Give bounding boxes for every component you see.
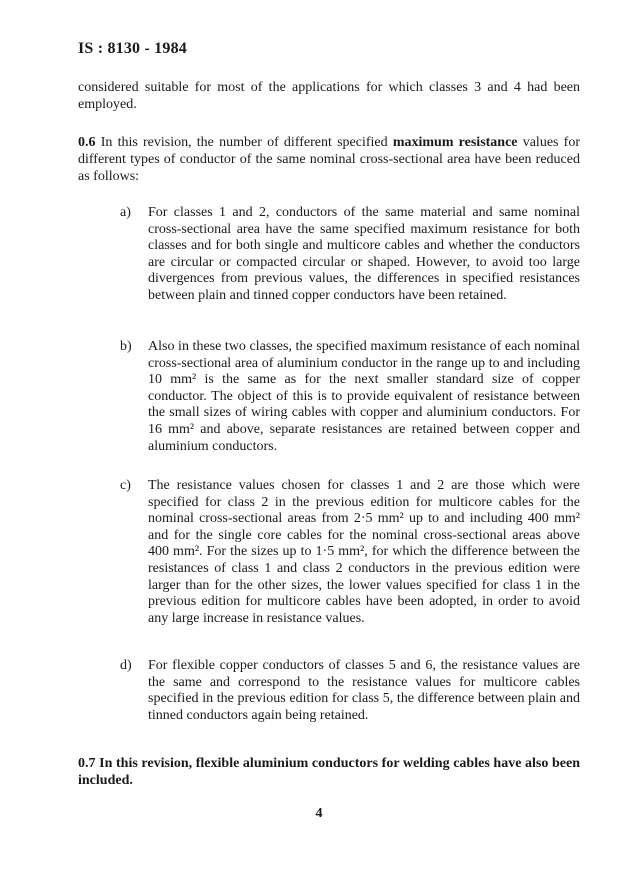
list-marker: c) [120, 478, 131, 493]
list-item-text: Also in these two classes, the specified maximum resistance of each nominal cross-sectional area of aluminium conductor in the range up to and including 10 mm² is the same as for the next smaller standard size of copper conductor. The object of this is to provide equivalent of resistance between the small sizes of wiring cables with copper and aluminium conductors. For 16 mm² and above, separate resistances are retained between copper and aluminium conductors. [148, 339, 580, 454]
clause-0-7 [78, 755, 580, 789]
list-marker: d) [120, 658, 132, 673]
clause-text: In this revision, the number of different specified [100, 135, 393, 150]
list-marker: a) [120, 205, 131, 220]
list-item-text: For flexible copper conductors of classes 5 and 6, the resistance values are the same and correspond to the resistance values for multicore cables specified in the previous edition for class 5, the difference between plain and tinned conductors again being retained. [148, 658, 580, 723]
list-item-text: For classes 1 and 2, conductors of the same material and same nominal cross-sectional area have the same specified maximum resistance for both classes and for both single and multicore cables and whether the conductors are circular or compacted circular or shaped. However, to avoid too large divergences from previous values, the differences in specified resistances between plain and tinned copper conductors have been retained. [148, 205, 580, 303]
list-item-b [120, 339, 580, 455]
clause-text: values for different types of conductor of the same nominal cross-sectional area have been reduced as follows: [78, 135, 581, 185]
standard-header: IS : 8130 - 1984 [78, 40, 187, 57]
clause-0-6 [78, 134, 580, 186]
list-marker: b) [120, 339, 132, 354]
clause-number: 0.7 [78, 756, 96, 771]
clause-number: 0.6 [78, 135, 96, 150]
clause-text: In this revision, flexible aluminium conductors for welding cables have also been included. [78, 756, 581, 789]
list-item-text: The resistance values chosen for classes 1 and 2 are those which were specified for class 2 in the previous edition for multicore cables for the nominal cross-sectional areas from 2·5 mm² up to and including 400 mm² and for the single core cables for the nominal cross-sectional areas above 400 mm². For the sizes up to 1·5 mm², for which the difference between the resistances of class 1 and class 2 conductors in the previous edition were larger than for the other sizes, the lower values specified for class 1 in the previous edition for multicore cables have been adopted, in order to avoid any large increase in resistance values. [148, 478, 580, 626]
list-item-a [120, 205, 580, 305]
page-number: 4 [315, 806, 323, 821]
clause-text-bold: maximum resistance [392, 135, 518, 150]
list-item-d [120, 658, 580, 724]
intro-paragraph: considered suitable for most of the applications for which classes 3 and 4 had been employed. [78, 80, 580, 113]
list-item-c [120, 478, 580, 627]
